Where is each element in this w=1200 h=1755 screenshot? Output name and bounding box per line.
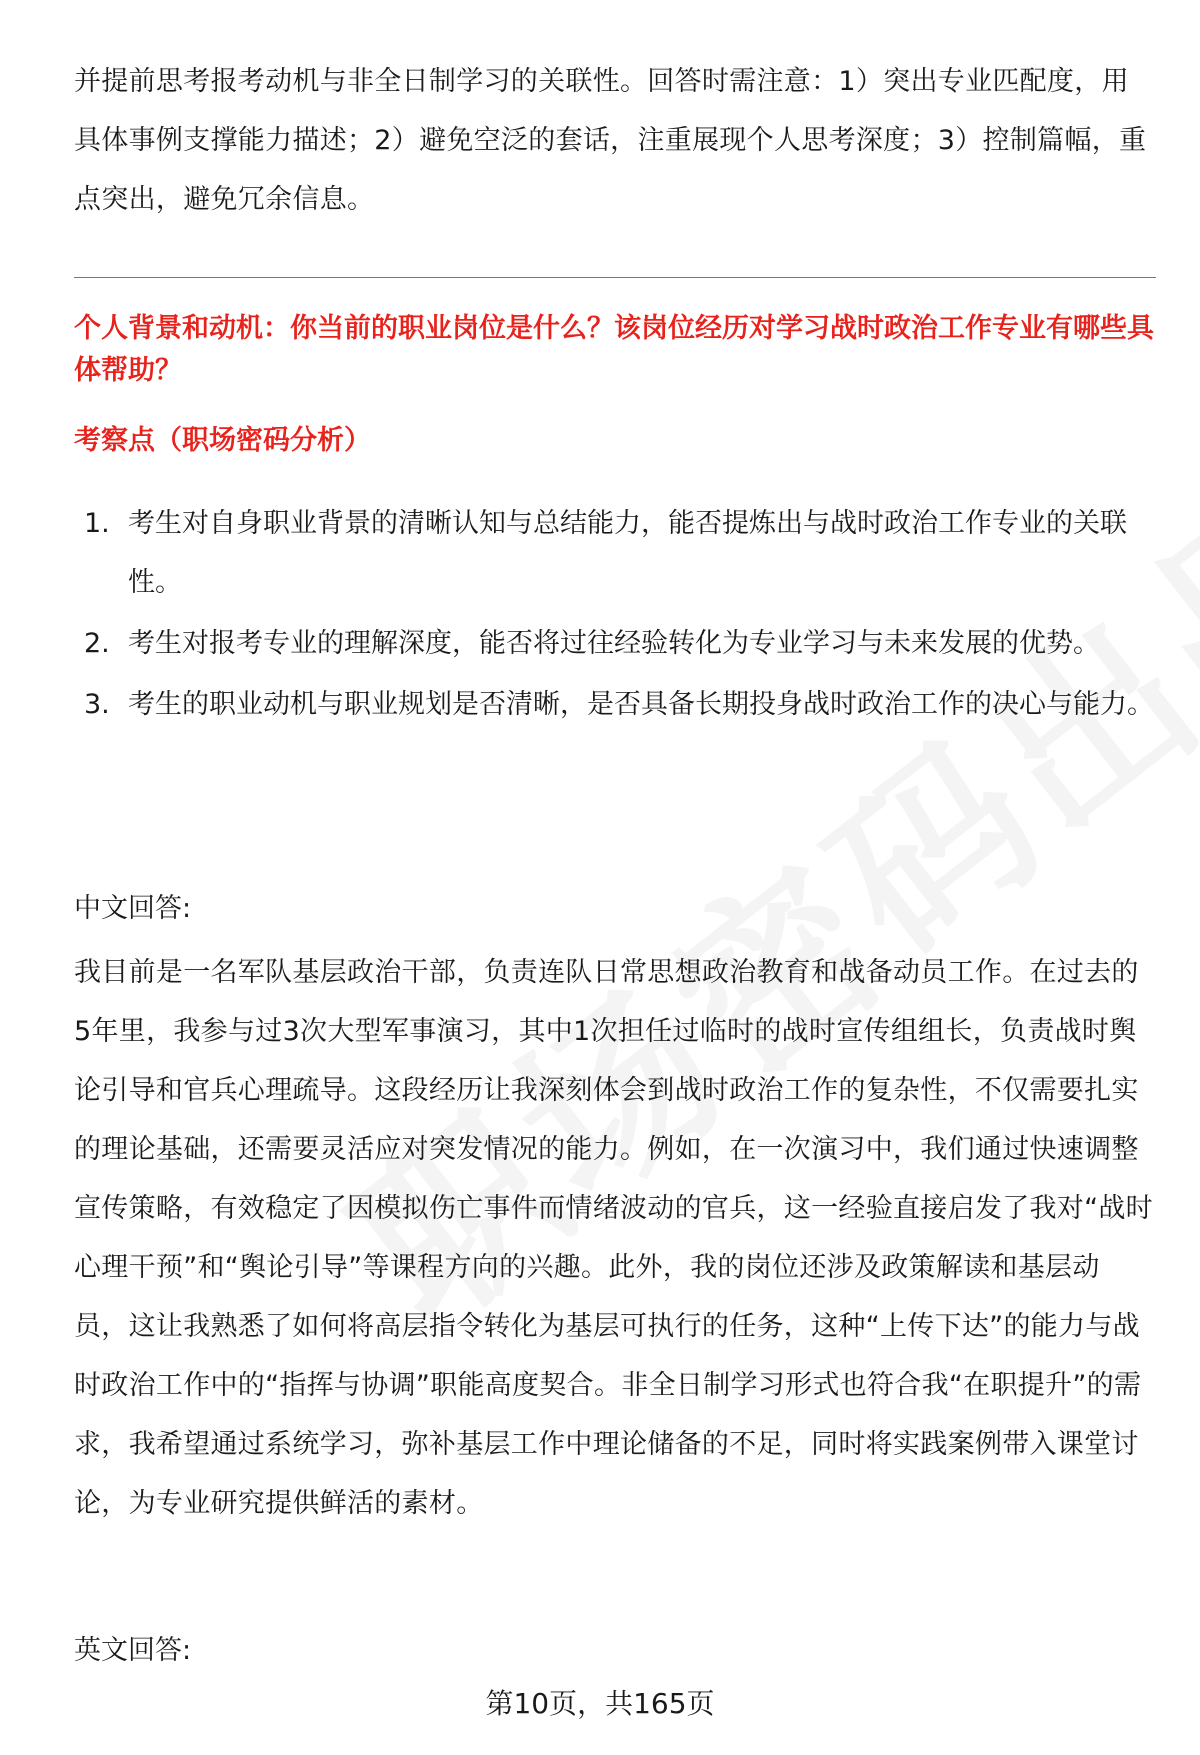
list-item-number: 2. [84,628,110,659]
intro-paragraph: 并提前思考报考动机与非全日制学习的关联性。回答时需注意：1）突出专业匹配度，用具体事例支撑能力描述；2）避免空泛的套话，注重展现个人思考深度；3）控制篇幅，重点突出，避免冗余信息。 [74,66,1147,215]
exam-points-list [74,494,1154,736]
list-item [74,614,1154,673]
list-item [74,494,1154,612]
exam-points-heading: 考察点（职场密码分析） [74,425,371,456]
chinese-answer-label: 中文回答: [74,893,192,924]
chinese-answer-paragraph: 我目前是一名军队基层政治干部，负责连队日常思想政治教育和战备动员工作。在过去的5年里，我参与过3次大型军事演习，其中1次担任过临时的战时宣传组组长，负责战时舆论引导和官兵心理疏导。这段经历让我深刻体会到战时政治工作的复杂性，不仅需要扎实的理论基础，还需要灵活应对突发情况的能力。例如，在一次演习中，我们通过快速调整宣传策略，有效稳定了因模拟伤亡事件而情绪波动的官兵，这一经验直接启发了我对“战时心理干预”和“舆论引导”等课程方向的兴趣。此外，我的岗位还涉及政策解读和基层动员，这让我熟悉了如何将高层指令转化为基层可执行的任务，这种“上传下达”的能力与战时政治工作中的“指挥与协调”职能高度契合。非全日制学习形式也符合我“在职提升”的需求，我希望通过系统学习，弥补基层工作中理论储备的不足，同时将实践案例带入课堂讨论，为专业研究提供鲜活的素材。 [74,957,1153,1519]
list-item [74,675,1154,734]
list-item-number: 1. [84,508,110,539]
question-heading: 个人背景和动机：你当前的职业岗位是什么？该岗位经历对学习战时政治工作专业有哪些具体帮助？ [74,313,1154,386]
list-item-number: 3. [84,689,110,720]
page-footer: 第10页，共165页 [485,1687,715,1720]
list-item-text: 考生的职业动机与职业规划是否清晰，是否具备长期投身战时政治工作的决心与能力。 [128,689,1154,720]
english-answer-label: 英文回答: [74,1635,192,1666]
list-item-text: 考生对自身职业背景的清晰认知与总结能力，能否提炼出与战时政治工作专业的关联性。 [128,508,1127,598]
section-divider [74,277,1156,278]
list-item-text: 考生对报考专业的理解深度，能否将过往经验转化为专业学习与未来发展的优势。 [128,628,1100,659]
